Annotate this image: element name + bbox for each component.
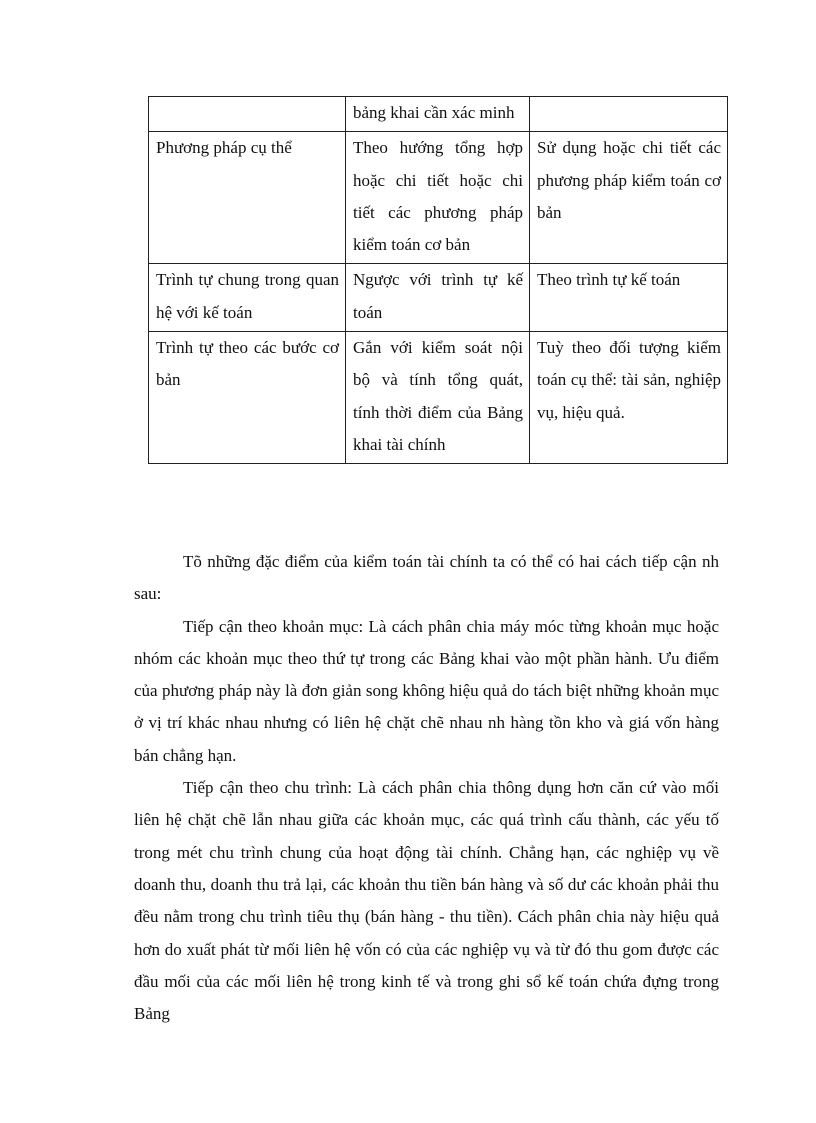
table-cell: Ngược với trình tự kế toán [346, 264, 530, 332]
table-cell: Sử dụng hoặc chi tiết các phương pháp kiểm toán cơ bản [530, 132, 728, 264]
table-cell [149, 97, 346, 132]
table-cell: Phương pháp cụ thể [149, 132, 346, 264]
table-cell: Trình tự theo các bước cơ bản [149, 332, 346, 464]
table-cell: Theo hướng tổng hợp hoặc chi tiết hoặc chi tiết các phương pháp kiểm toán cơ bản [346, 132, 530, 264]
table-row [149, 332, 728, 464]
table-cell: Gắn với kiểm soát nội bộ và tính tổng quát, tính thời điểm của Bảng khai tài chính [346, 332, 530, 464]
table-cell: Tuỳ theo đối tượng kiểm toán cụ thể: tài sản, nghiệp vụ, hiệu quả. [530, 332, 728, 464]
comparison-table [148, 96, 728, 464]
table-cell: Theo trình tự kế toán [530, 264, 728, 332]
paragraph: Tõ những đặc điểm của kiểm toán tài chính ta có thể có hai cách tiếp cận nh sau: [134, 552, 719, 604]
body-text [134, 546, 719, 1030]
table-cell: bảng khai cần xác minh [346, 97, 530, 132]
paragraph: Tiếp cận theo chu trình: Là cách phân chia thông dụng hơn căn cứ vào mối liên hệ chặt chẽ lẫn nhau giữa các khoản mục, các quá trình cấu thành, các yếu tố trong mét chu trình chung của hoạt động tài chính. Chẳng hạn, các nghiệp vụ về doanh thu, doanh thu trả lại, các khoản thu tiền bán hàng và số dư các khoản phải thu đều nằm trong chu trình tiêu thụ (bán hàng - thu tiền). Cách phân chia này hiệu quả hơn do xuất phát từ mối liên hệ vốn có của các nghiệp vụ và từ đó thu gom được các đầu mối của các mối liên hệ trong kinh tế và trong ghi sổ kế toán chứa đựng trong Bảng [134, 778, 719, 1024]
table-cell [530, 97, 728, 132]
table-cell: Trình tự chung trong quan hệ với kế toán [149, 264, 346, 332]
paragraph: Tiếp cận theo khoản mục: Là cách phân chia máy móc từng khoản mục hoặc nhóm các khoản mục theo thứ tự trong các Bảng khai vào một phần hành. Ưu điểm của phương pháp này là đơn giản song không hiệu quả do tách biệt những khoản mục ở vị trí khác nhau nhưng có liên hệ chặt chẽ nhau nh hàng tồn kho và giá vốn hàng bán chẳng hạn. [134, 616, 719, 765]
table-row [149, 132, 728, 264]
table-row [149, 97, 728, 132]
table-row [149, 264, 728, 332]
